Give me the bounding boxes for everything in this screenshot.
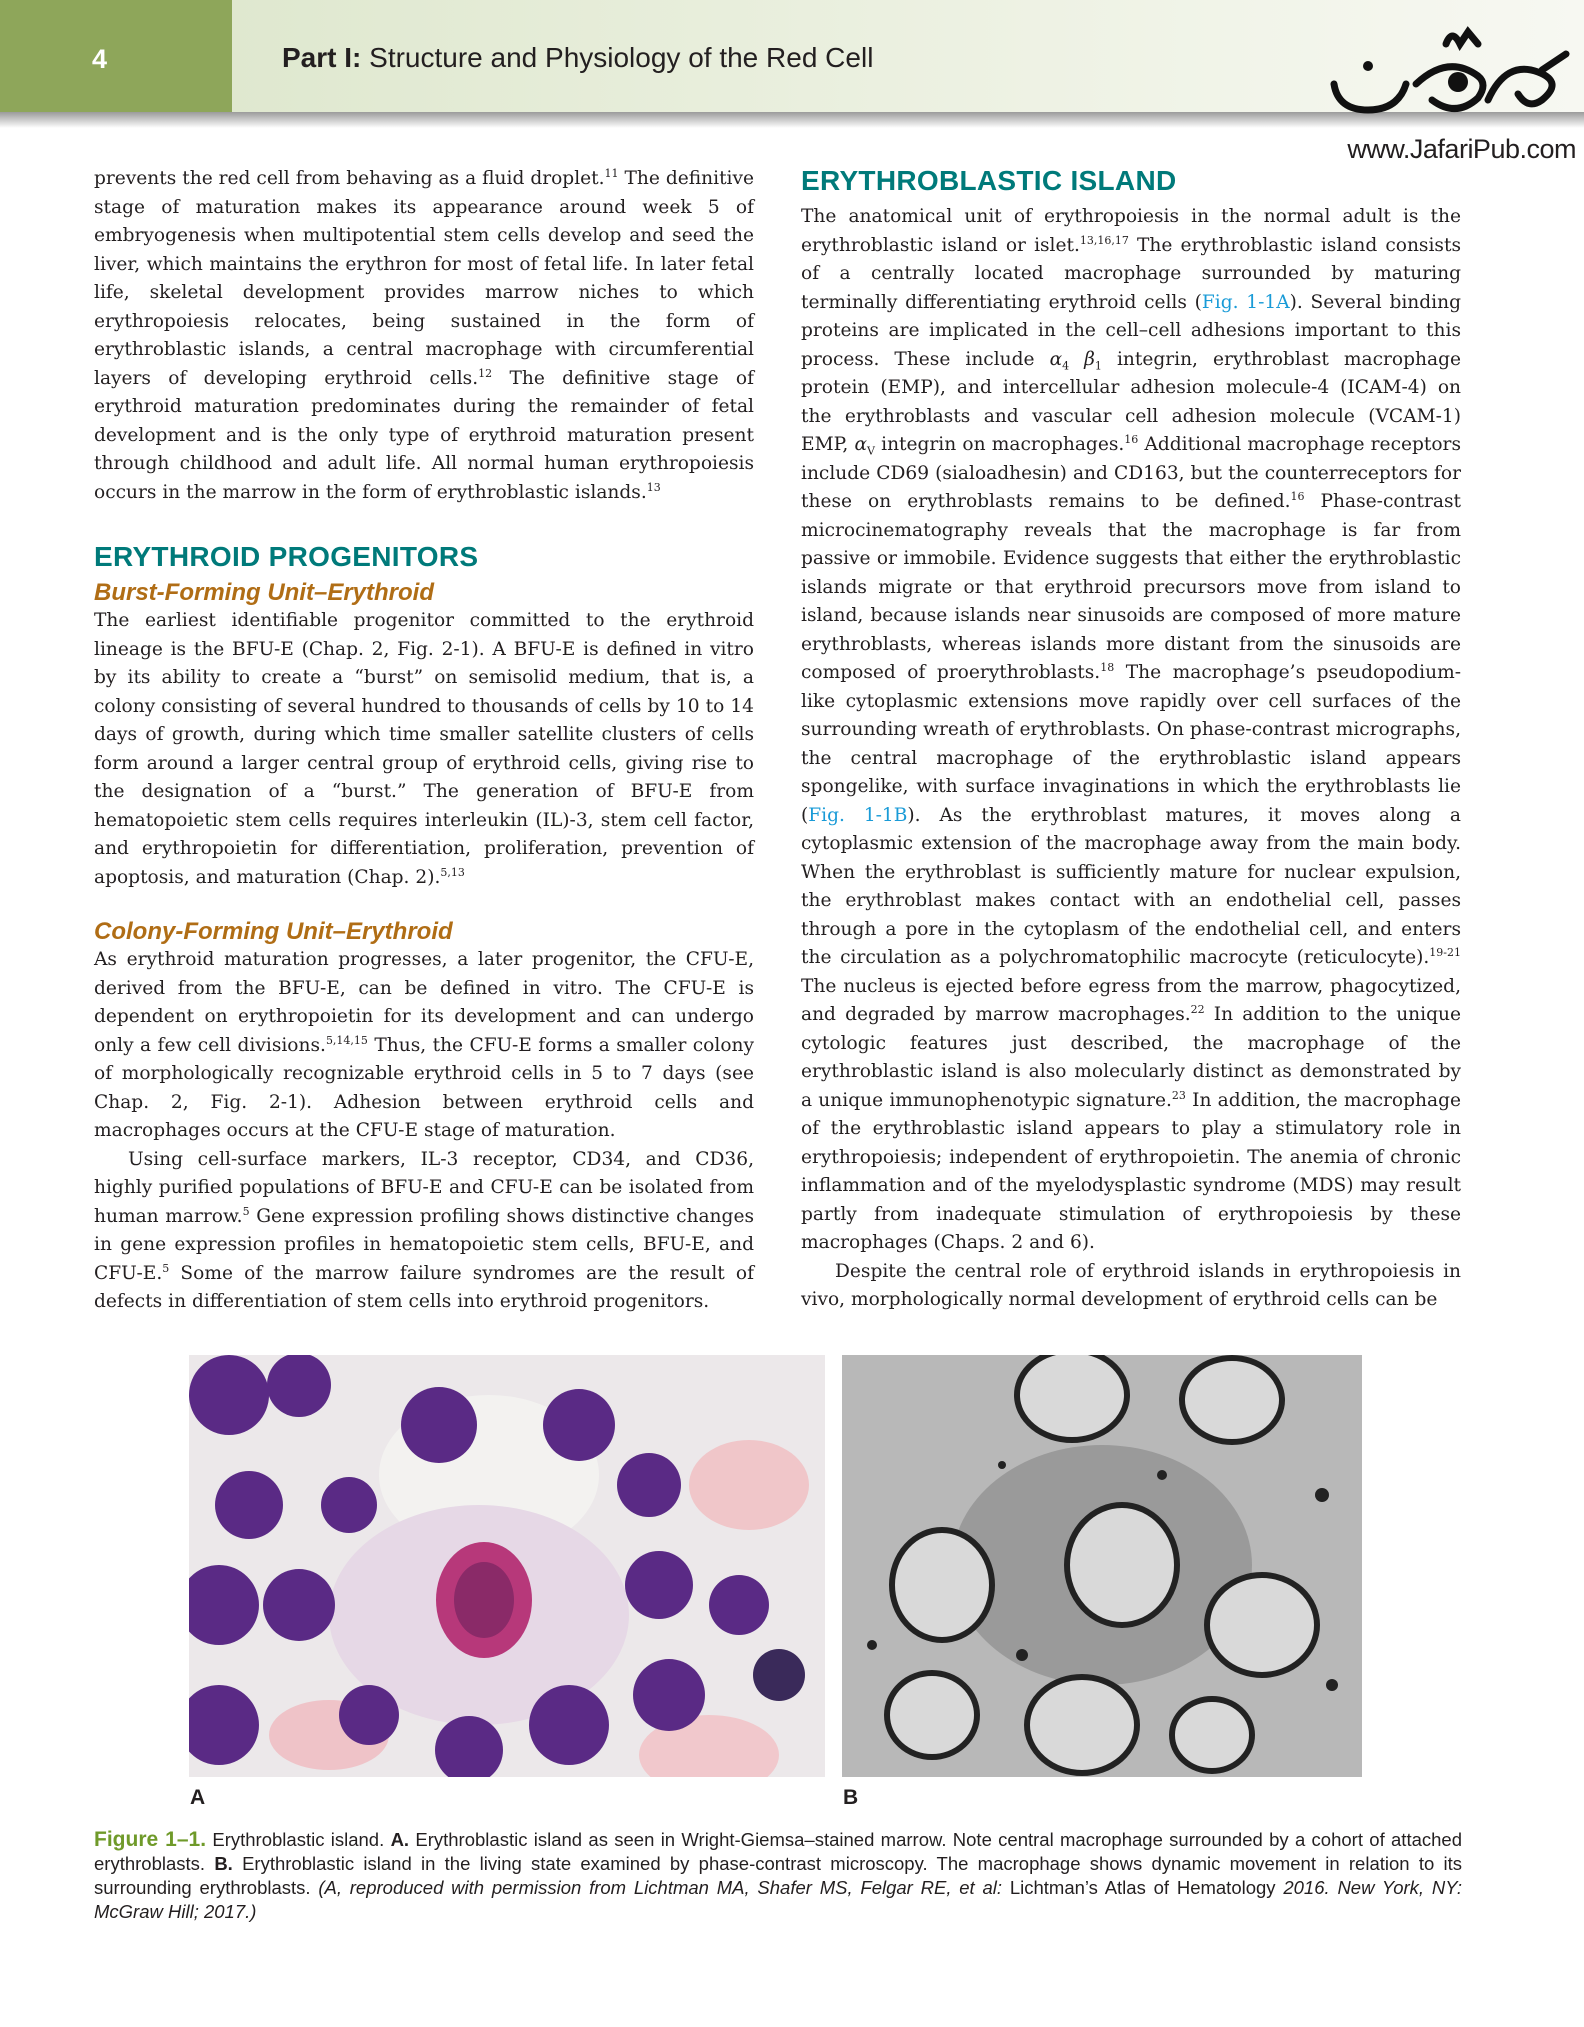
- text: The macrophage’s pseudopodium-like cytoplasmic extensions move rapidly over cell surfaces of the surrounding wreath of erythroblasts. On phase-contrast micrographs, the central macrophage of the erythroblastic island appears spongelike, with surface invaginations in which the erythroblasts lie (: [801, 662, 1461, 826]
- text: In addition, the macrophage of the erythroblastic island appears to play a stimulatory role in erythropoiesis; independent of erythropoietin. The anemia of chronic inflammation and of the myelodysplastic syndrome (MDS) may result partly from inadequate stimulation of erythropoiesis by these macrophages (Chaps. 2 and 6).: [801, 1089, 1461, 1253]
- symbol: α: [1049, 348, 1063, 370]
- running-title: [282, 42, 873, 74]
- citation: 5,14,15: [325, 1033, 368, 1047]
- left-paragraph-2: [94, 607, 754, 892]
- caption-label: Figure 1–1.: [94, 1828, 207, 1851]
- part-label: Part I:: [282, 42, 362, 73]
- figure-image-b: [842, 1355, 1362, 1777]
- caption-book-title: Lichtman’s Atlas of Hematology: [1009, 1877, 1276, 1898]
- text: prevents the red cell from behaving as a fluid droplet.: [94, 168, 605, 189]
- citation: 18: [1100, 660, 1115, 674]
- figure-label-a: A: [190, 1786, 206, 1809]
- citation: 12: [478, 366, 493, 380]
- text: Phase-contrast microcinematography reveals that the macrophage is far from passive or immobile. Evidence suggests that either the erythroblastic islands migrate or that erythroid precursors move from island to island, because islands near sinusoids are composed of more mature erythroblasts, whereas islands more distant from the sinusoids are composed of proerythroblasts.: [801, 491, 1461, 683]
- text: Additional macrophage receptors include CD69 (sialoadhesin) and CD163, but the counterreceptors for these on erythroblasts remains to be defined.: [801, 434, 1461, 512]
- subscript: 4: [1062, 359, 1070, 373]
- publisher-logo: [1328, 14, 1572, 124]
- citation: 23: [1171, 1088, 1186, 1102]
- text: ). As the erythroblast matures, it moves along a cytoplasmic extension of the macrophage away from the main body. When the erythroblast is sufficiently mature for nuclear expulsion, the erythroblast makes contact with an endothelial cell, passes through a pore in the cytoplasm of the endothelial cell, and enters the circulation as a polychromatophilic macrocyte (reticulocyte).: [801, 804, 1461, 968]
- figure-caption: [94, 1828, 1462, 1924]
- text: Using cell-surface markers, IL-3 receptor, CD34, and CD36, highly purified populations of BFU-E and CFU-E can be isolated from human marrow.: [94, 1148, 754, 1227]
- page-number: 4: [92, 44, 108, 74]
- micrograph-a: [189, 1355, 825, 1777]
- text: integrin, erythroblast macrophage protein (EMP), and intercellular adhesion molecule-4 (ICAM-4) on the erythroblasts and vascular cell adhesion molecule (VCAM-1) EMP,: [801, 348, 1461, 455]
- caption-title: Erythroblastic island.: [206, 1829, 391, 1850]
- caption-a-label: A.: [390, 1829, 410, 1850]
- caption-b-text: Erythroblastic island in the living state examined by phase-contrast microscopy. The macrophage shows dynamic movement in relation to its surrounding erythroblasts.: [94, 1853, 1463, 1898]
- citation: 13: [646, 480, 661, 494]
- figure-image-a: [189, 1355, 825, 1777]
- right-column: [801, 165, 1461, 1315]
- citation: 19-21: [1429, 945, 1461, 959]
- text: The definitive stage of erythroid maturation predominates during the remainder of fetal development and is the only type of erythroid maturation present through childhood and adult life. All normal human erythropoiesis occurs in the marrow in the form of erythroblastic islands.: [94, 367, 754, 503]
- subsection-heading-cfue: Colony-Forming Unit–Erythroid: [94, 918, 453, 945]
- text: The nucleus is ejected before egress from the marrow, phagocytized, and degraded by marrow macrophages.: [801, 975, 1461, 1025]
- section-heading-progenitors: ERYTHROID PROGENITORS: [94, 541, 479, 572]
- publisher-url: www.JafariPub.com: [1347, 134, 1576, 164]
- text: Thus, the CFU-E forms a smaller colony of morphologically recognizable erythroid cells in 5 to 7 days (see Chap. 2, Fig. 2-1). Adhesion between erythroid cells and macrophages occurs at the CFU-E stage of maturation.: [94, 1034, 754, 1141]
- text: integrin on macrophages.: [874, 434, 1125, 455]
- left-paragraph-4: [94, 1146, 754, 1317]
- caption-b-label: B.: [214, 1853, 233, 1874]
- caption-credit-end: 2016. New York, NY: McGraw Hill; 2017.): [94, 1877, 1463, 1922]
- micrograph-b: [842, 1355, 1362, 1777]
- citation: 5: [242, 1204, 250, 1218]
- citation: 5: [162, 1261, 170, 1275]
- figure-label-b: B: [843, 1786, 859, 1809]
- text: As erythroid maturation progresses, a later progenitor, the CFU-E, derived from the BFU-E, can be defined in vitro. The CFU-E is dependent on erythropoietin for its development and can undergo only a few cell divisions.: [94, 949, 754, 1056]
- text: The earliest identifiable progenitor committed to the erythroid lineage is the BFU-E (Chap. 2, Fig. 2-1). A BFU-E is defined in vitro by its ability to create a “burst” on semisolid medium, that is, a colony consisting of several hundred to thousands of cells by 10 to 14 days of growth, during which time smaller satellite clusters of cells form around a larger central group of erythroid cells, giving rise to the designation of a “burst.” The generation of BFU-E from hematopoietic stem cells requires interleukin (IL)-3, stem cell factor, and erythropoietin for differentiation, proliferation, prevention of apoptosis, and maturation (Chap. 2).: [94, 610, 754, 888]
- text: In addition to the unique cytologic features just described, the macrophage of the erythroblastic island is also molecularly distinct as demonstrated by a unique immunophenotypic signature.: [801, 1004, 1461, 1111]
- citation: 16: [1290, 489, 1305, 503]
- subscript: V: [867, 444, 875, 458]
- left-column: [94, 165, 754, 1317]
- text: Some of the marrow failure syndromes are the result of defects in differentiation of stem cells into erythroid progenitors.: [94, 1262, 754, 1312]
- subscript: 1: [1094, 359, 1102, 373]
- subsection-heading-bfue: Burst-Forming Unit–Erythroid: [94, 579, 434, 606]
- text: The anatomical unit of erythropoiesis in the normal adult is the erythroblastic island or islet.: [801, 206, 1461, 256]
- section-heading-island: ERYTHROBLASTIC ISLAND: [801, 165, 1177, 196]
- left-paragraph-1: [94, 165, 754, 507]
- right-paragraph-1: [801, 203, 1461, 1258]
- citation: 11: [604, 166, 619, 180]
- header-page-tab: [0, 0, 232, 112]
- citation: 22: [1190, 1002, 1205, 1016]
- text: ). Several binding proteins are implicated in the cell–cell adhesions important to this process. These include: [801, 291, 1461, 370]
- figure-link-1a[interactable]: Fig. 1-1A: [1201, 291, 1290, 313]
- citation: 5,13: [440, 865, 465, 879]
- citation: 16: [1124, 432, 1139, 446]
- part-title: Structure and Physiology of the Red Cell: [369, 42, 874, 73]
- text: The definitive stage of maturation makes its appearance around week 5 of embryogenesis when multipotential stem cells develop and seed the liver, which maintains the erythron for most of fetal life. In later fetal life, skeletal development provides marrow niches to which erythropoiesis relocates, being sustained in the form of erythroblastic islands, a central macrophage with circumferential layers of developing erythroid cells.: [94, 168, 755, 389]
- right-paragraph-2: Despite the central role of erythroid islands in erythropoiesis in vivo, morphologically normal development of erythroid cells can be: [801, 1260, 1461, 1310]
- left-paragraph-3: [94, 946, 754, 1146]
- caption-credit: (A, reproduced with permission from Lichtman MA, Shafer MS, Felgar RE, et al:: [318, 1877, 1010, 1898]
- text: Gene expression profiling shows distinctive changes in gene expression profiles in hematopoietic stem cells, BFU-E, and CFU-E.: [94, 1205, 754, 1284]
- citation: 13,16,17: [1079, 233, 1129, 247]
- figure-link-1b[interactable]: Fig. 1-1B: [808, 804, 908, 826]
- symbol: α: [854, 434, 867, 455]
- caption-a-text: Erythroblastic island as seen in Wright-Giemsa–stained marrow. Note central macrophage surrounded by a cohort of attached erythroblasts.: [94, 1829, 1462, 1874]
- symbol: β: [1069, 348, 1095, 370]
- text: The erythroblastic island consists of a centrally located macrophage surrounded by maturing terminally differentiating erythroid cells (: [801, 234, 1461, 313]
